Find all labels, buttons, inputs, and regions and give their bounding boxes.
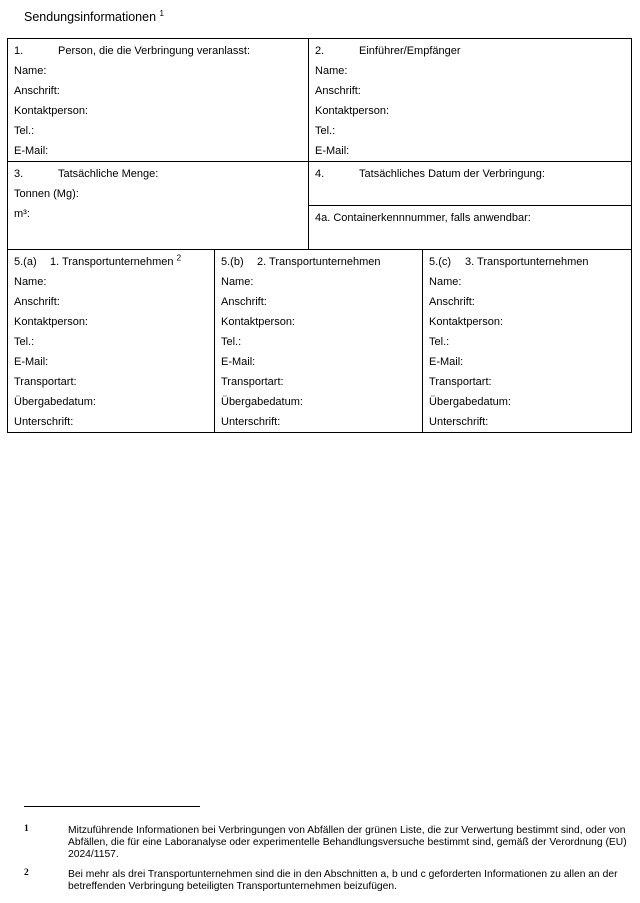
carrier-b-number: 5.(b)	[221, 256, 244, 268]
carrier-b-title: 2. Transportunternehmen	[257, 256, 381, 268]
section-2-title: Einführer/Empfänger	[359, 45, 461, 57]
carrier-a-number: 5.(a)	[14, 256, 37, 268]
carrier-a	[8, 250, 215, 433]
field-contact-person[interactable]: Kontaktperson:	[14, 105, 88, 117]
field-signature[interactable]: Unterschrift:	[14, 416, 74, 428]
section-1-heading	[14, 41, 302, 61]
field-phone[interactable]: Tel.:	[221, 336, 242, 348]
section-4-number: 4.	[315, 168, 325, 180]
field-handover-date[interactable]: Übergabedatum:	[429, 396, 511, 408]
field-tonnes[interactable]: Tonnen (Mg):	[14, 188, 79, 200]
field-address[interactable]: Anschrift:	[14, 85, 60, 97]
page-title	[24, 10, 164, 24]
footnote-2-number: 2	[24, 868, 29, 878]
field-address[interactable]: Anschrift:	[429, 296, 475, 308]
carrier-c-title: 3. Transportunternehmen	[465, 256, 589, 268]
field-name[interactable]: Name:	[14, 65, 47, 77]
field-phone[interactable]: Tel.:	[315, 125, 336, 137]
field-handover-date[interactable]: Übergabedatum:	[221, 396, 303, 408]
field-address[interactable]: Anschrift:	[14, 296, 60, 308]
field-address[interactable]: Anschrift:	[221, 296, 267, 308]
footnote-separator	[24, 806, 200, 807]
field-transport-mode[interactable]: Transportart:	[14, 376, 77, 388]
section-3-title: Tatsächliche Menge:	[58, 168, 159, 180]
section-3-number: 3.	[14, 168, 24, 180]
footnote-2-text: Bei mehr als drei Transportunternehmen sind die in den Abschnitten a, b und c geforderten Informationen zu allen an der betreffenden Verbringung beteiligten Transportunternehmen beizufügen.	[68, 869, 618, 892]
carrier-c-number: 5.(c)	[429, 256, 452, 268]
field-handover-date[interactable]: Übergabedatum:	[14, 396, 96, 408]
field-phone[interactable]: Tel.:	[14, 125, 35, 137]
footnote-1-number: 1	[24, 824, 29, 834]
field-phone[interactable]: Tel.:	[14, 336, 35, 348]
field-address[interactable]: Anschrift:	[315, 85, 361, 97]
section-4a-label: 4a. Containerkennnummer, falls anwendbar:	[315, 212, 531, 224]
field-email[interactable]: E-Mail:	[315, 145, 350, 157]
title-text: Sendungsinformationen	[24, 10, 157, 24]
field-email[interactable]: E-Mail:	[14, 356, 49, 368]
field-email[interactable]: E-Mail:	[221, 356, 256, 368]
field-contact-person[interactable]: Kontaktperson:	[14, 316, 88, 328]
field-name[interactable]: Name:	[221, 276, 254, 288]
section-1-title: Person, die die Verbringung veranlasst:	[58, 45, 251, 57]
section-1-number: 1.	[14, 45, 24, 57]
title-footnote-ref: 1	[159, 8, 164, 18]
section-1-initiator	[8, 39, 309, 162]
section-4a-container[interactable]	[309, 206, 632, 250]
field-cubic-metres[interactable]: m³:	[14, 208, 30, 220]
section-3-quantity	[8, 162, 309, 250]
field-name[interactable]: Name:	[315, 65, 348, 77]
field-contact-person[interactable]: Kontaktperson:	[221, 316, 295, 328]
field-phone[interactable]: Tel.:	[429, 336, 450, 348]
section-2-heading	[315, 41, 625, 61]
carrier-b	[215, 250, 423, 433]
field-signature[interactable]: Unterschrift:	[429, 416, 489, 428]
carrier-a-footnote-ref: 2	[176, 253, 182, 263]
field-name[interactable]: Name:	[429, 276, 462, 288]
field-contact-person[interactable]: Kontaktperson:	[429, 316, 504, 328]
section-3-heading	[14, 164, 302, 184]
field-transport-mode[interactable]: Transportart:	[221, 376, 284, 388]
carrier-c	[423, 250, 632, 433]
carrier-b-heading	[221, 252, 416, 272]
footnote-1-text: Mitzuführende Informationen bei Verbringungen von Abfällen der grünen Liste, die zur Verwertung bestimmt sind, oder von Abfällen, die für eine Laboranalyse oder experimentelle Behandlungsversuche bestimmt sind, gemäß der Verordnung (EU) 2024/1157.	[68, 825, 627, 860]
section-2-consignee	[309, 39, 632, 162]
field-signature[interactable]: Unterschrift:	[221, 416, 281, 428]
carrier-a-title: 1. Transportunternehmen	[50, 256, 174, 268]
field-email[interactable]: E-Mail:	[14, 145, 49, 157]
carrier-c-heading	[429, 252, 625, 272]
section-2-number: 2.	[315, 45, 325, 57]
section-4-heading	[315, 164, 625, 184]
carrier-a-heading	[14, 252, 208, 272]
section-4-title: Tatsächliches Datum der Verbringung:	[359, 168, 545, 180]
field-name[interactable]: Name:	[14, 276, 47, 288]
shipment-form	[7, 38, 632, 433]
field-email[interactable]: E-Mail:	[429, 356, 464, 368]
section-4-date[interactable]	[309, 162, 632, 206]
field-transport-mode[interactable]: Transportart:	[429, 376, 492, 388]
field-contact-person[interactable]: Kontaktperson:	[315, 105, 390, 117]
